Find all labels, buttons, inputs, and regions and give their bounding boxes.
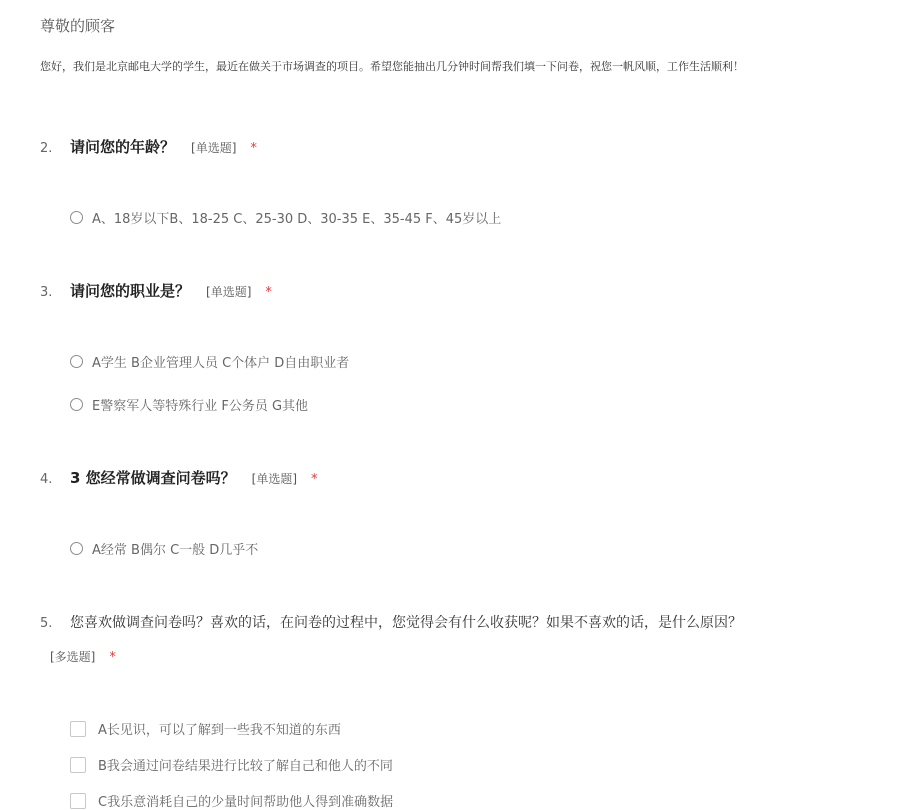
question-3-option-2[interactable] — [70, 395, 308, 414]
question-type: [单选题] — [206, 285, 252, 299]
question-title: 您喜欢做调查问卷吗？喜欢的话，在问卷的过程中，您觉得会有什么收获呢？如果不喜欢的话，是什么原因？ — [70, 615, 742, 631]
checkbox[interactable] — [70, 721, 86, 737]
required-mark: * — [109, 650, 116, 665]
option-label: B我会通过问卷结果进行比较了解自己和他人的不同 — [98, 759, 393, 774]
question-3-header — [40, 280, 272, 301]
required-mark: * — [265, 285, 272, 300]
question-5-header — [40, 612, 742, 632]
question-number: 5. — [40, 616, 53, 631]
required-mark: * — [250, 141, 257, 156]
required-mark: * — [311, 472, 318, 487]
checkbox[interactable] — [70, 793, 86, 809]
question-4-option-1[interactable] — [70, 539, 258, 558]
question-type: [单选题] — [251, 472, 298, 486]
option-label: A、18岁以下B、18-25 C、25-30 D、30-35 E、35-45 F、45岁以上 — [92, 212, 502, 227]
question-number: 2. — [40, 141, 53, 156]
question-title: 3 您经常做调查问卷吗？ — [70, 469, 236, 487]
question-5-type-line — [50, 648, 116, 665]
option-label: A学生 B企业管理人员 C个体户 D自由职业者 — [92, 356, 350, 371]
question-2-header — [40, 136, 257, 157]
question-number: 3. — [40, 285, 53, 300]
option-label: C我乐意消耗自己的少量时间帮助他人得到准确数据 — [98, 795, 394, 810]
option-label: A经常 B偶尔 C一般 D几乎不 — [92, 543, 259, 558]
question-title: 请问您的年龄？ — [70, 138, 176, 156]
question-5-option-2[interactable] — [70, 755, 393, 774]
radio-button[interactable] — [70, 355, 83, 368]
question-title: 请问您的职业是？ — [70, 282, 191, 300]
question-3-option-1[interactable] — [70, 352, 349, 371]
intro-text: 您好，我们是北京邮电大学的学生，最近在做关于市场调查的项目。希望您能抽出几分钟时间帮我们填一下问卷，祝您一帆风顺，工作生活顺利！ — [40, 60, 744, 73]
greeting-title: 尊敬的顾客 — [40, 17, 116, 35]
question-type: [多选题] — [50, 650, 96, 664]
question-2-option-1[interactable] — [70, 208, 501, 227]
question-5-option-1[interactable] — [70, 719, 341, 738]
question-5-option-3[interactable] — [70, 791, 393, 810]
question-number: 4. — [40, 472, 53, 487]
checkbox[interactable] — [70, 757, 86, 773]
option-label: A长见识，可以了解到一些我不知道的东西 — [98, 723, 341, 738]
radio-button[interactable] — [70, 542, 83, 555]
option-label: E警察军人等特殊行业 F公务员 G其他 — [92, 399, 309, 414]
question-4-header — [40, 467, 318, 488]
radio-button[interactable] — [70, 211, 83, 224]
radio-button[interactable] — [70, 398, 83, 411]
question-type: [单选题] — [191, 141, 237, 155]
